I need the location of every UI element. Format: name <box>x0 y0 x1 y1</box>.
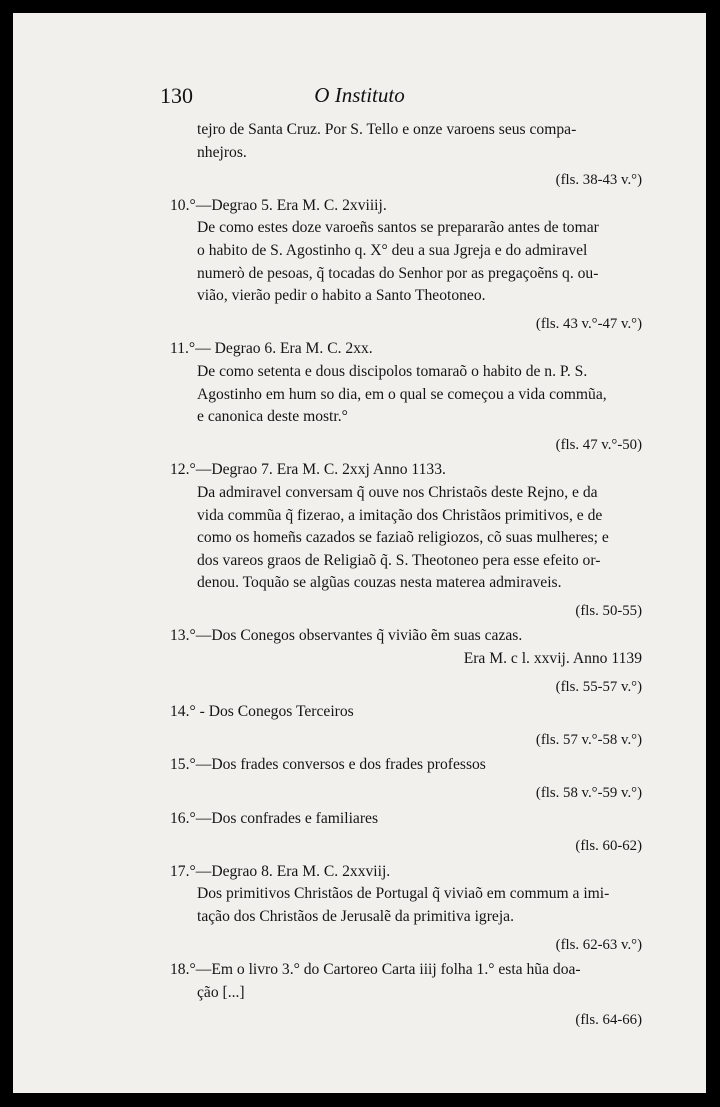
text-line: Dos primitivos Christãos de Portugal q̃ viviaõ em commum a imi- <box>197 885 610 903</box>
folio-reference: (fls. 43 v.°-47 v.°) <box>535 315 642 332</box>
text-line: tação dos Christãos de Jerusalẽ da primitiva igreja. <box>197 908 514 925</box>
entry <box>170 119 642 192</box>
document-page <box>13 13 706 1093</box>
text-line: Agostinho em hum so dia, em o qual se começou a vida commũa, <box>197 385 607 403</box>
entry-heading: 14.° - Dos Conegos Terceiros <box>170 703 354 721</box>
folio-reference: (fls. 47 v.°-50) <box>555 436 642 453</box>
folio-reference: (fls. 55-57 v.°) <box>555 678 642 695</box>
entry <box>170 808 642 858</box>
folio-reference: (fls. 64-66) <box>575 1012 642 1029</box>
era-line: Era M. c l. xxvij. Anno 1139 <box>463 650 642 668</box>
text-line: vião, vierão pedir o habito a Santo Theotoneo. <box>197 287 486 305</box>
folio-reference: (fls. 60-62) <box>575 838 642 855</box>
folio-reference: (fls. 62-63 v.°) <box>555 936 642 953</box>
text-line: denou. Toquão se algũas couzas nesta materea admiraveis. <box>197 574 562 592</box>
entry <box>170 338 642 456</box>
text-line: e canonica deste mostr.° <box>197 408 348 426</box>
entry <box>170 959 642 1032</box>
entry <box>170 195 642 336</box>
text-line: tejro de Santa Cruz. Por S. Tello e onze varoens seus compa- <box>197 121 577 138</box>
folio-reference: (fls. 57 v.°-58 v.°) <box>535 731 642 748</box>
text-line: vida commũa q̃ fizerao, a imitação dos Christãos primitivos, e de <box>197 506 603 524</box>
entry-heading: 15.°—Dos frades conversos e dos frades professos <box>170 756 486 774</box>
page-number: 130 <box>160 83 193 108</box>
entry-heading: 13.°—Dos Conegos observantes q̃ vivião ẽm suas cazas. <box>170 627 523 645</box>
entry-heading: 18.°—Em o livro 3.° do Cartoreo Carta iiij folha 1.° esta hũa doa- <box>170 961 581 979</box>
entry <box>170 701 642 751</box>
text-line: De como setenta e dous discipolos tomaraõ o habito de n. P. S. <box>197 362 588 380</box>
text-line: como os homeñs cazados se faziaõ religiozos, cõ suas mulheres; e <box>197 529 609 547</box>
entry-heading: 17.°—Degrao 8. Era M. C. 2xxviij. <box>170 862 391 880</box>
text-line: Da admiravel conversam q̃ ouve nos Christaõs deste Rejno, e da <box>197 483 598 501</box>
text-line: dos vareos graos de Religiaõ q̃. S. Theotoneo pera esse efeito or- <box>197 551 601 569</box>
entry-heading: 11.°— Degrao 6. Era M. C. 2xx. <box>170 340 373 358</box>
text-line: numerò de pesoas, q̃ tocadas do Senhor por as pregaçoẽns q. ou- <box>197 264 599 282</box>
entry <box>170 754 642 804</box>
folio-reference: (fls. 38-43 v.°) <box>555 172 642 189</box>
entry <box>170 459 642 622</box>
entry <box>170 625 642 698</box>
entry-heading: 10.°—Degrao 5. Era M. C. 2xviiij. <box>170 196 387 214</box>
entry-heading: 12.°—Degrao 7. Era M. C. 2xxj Anno 1133. <box>170 461 446 479</box>
folio-reference: (fls. 58 v.°-59 v.°) <box>535 785 642 802</box>
text-line: nhejros. <box>197 143 247 161</box>
text-line: o habito de S. Agostinho q. X° deu a sua Jgreja e do admiravel <box>197 241 588 259</box>
folio-reference: (fls. 50-55) <box>575 602 642 619</box>
entry <box>170 861 642 956</box>
running-title: O Instituto <box>314 83 405 107</box>
text-line: ção [...] <box>197 983 245 1001</box>
page-header <box>13 83 706 113</box>
text-line: De como estes doze varoeñs santos se prepararão antes de tomar <box>197 219 599 237</box>
entry-heading: 16.°—Dos confrades e familiares <box>170 809 379 827</box>
page-body <box>170 119 642 1035</box>
